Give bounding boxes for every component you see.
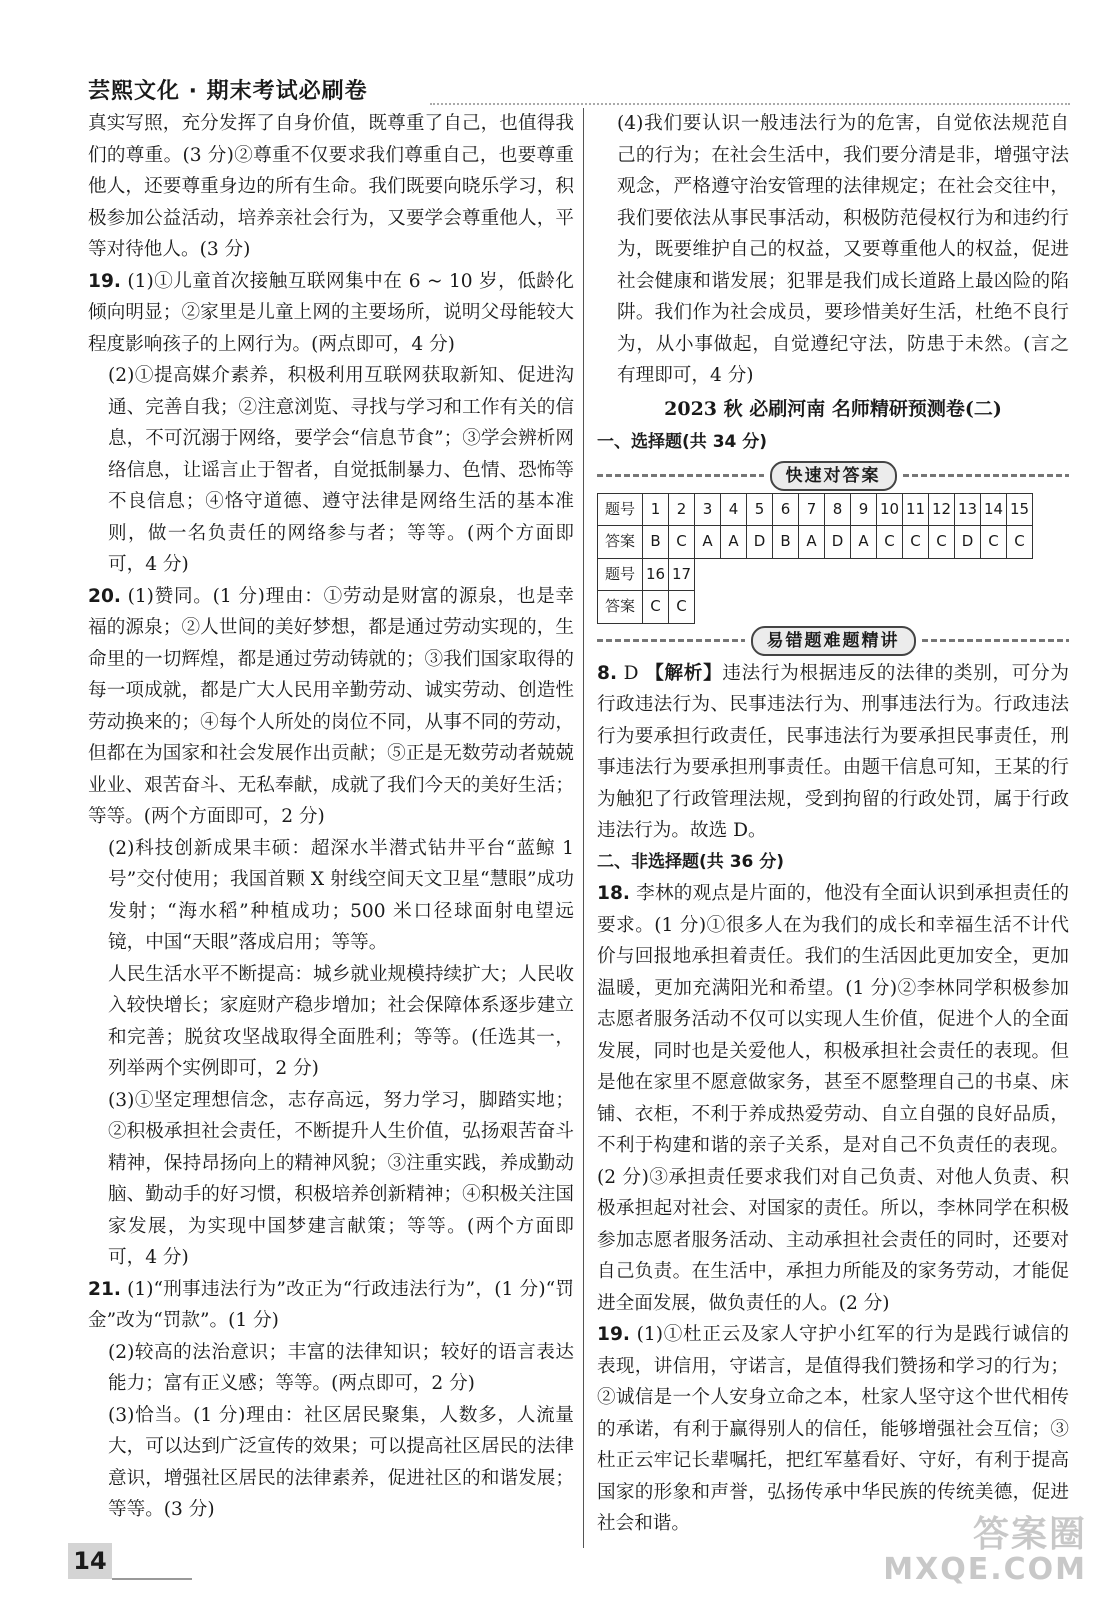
table-cell: C [981, 526, 1007, 559]
table-cell: C [669, 526, 695, 559]
question-8 [597, 658, 1069, 847]
answer-paragraph: 真实写照，充分发挥了自身价值，既尊重了自己，也值得我们的尊重。(3 分)②尊重不仅要求我们尊重自己，也要尊重他人，还要尊重身边的所有生命。我们既要向晓乐学习，积极参加公益活动，培养亲社会行为，又要学会尊重他人，平等对待他人。(3 分) [88, 113, 574, 260]
column-divider [583, 108, 584, 1548]
row-label: 答案 [598, 591, 643, 624]
table-cell: 9 [851, 493, 877, 526]
table-cell: C [643, 591, 669, 624]
left-column [88, 108, 574, 1526]
table-cell: D [955, 526, 981, 559]
table-cell: 4 [721, 493, 747, 526]
answer-text: (1)赞同。(1 分)理由：①劳动是财富的源泉，也是幸福的源泉；②人世间的美好梦想，都是通过劳动实现的，生命里的一切辉煌，都是通过劳动铸就的；③我们国家取得的每一项成就，都是广大人民用辛勤劳动、诚实劳动、创造性劳动换来的；④每个人所处的岗位不同，从事不同的劳动，但都在为国家和社会发展作出贡献；⑤正是无数劳动者兢兢业业、艰苦奋斗、无私奉献，成就了我们今天的美好生活；等等。(两个方面即可，2 分) [88, 585, 574, 827]
table-cell: 17 [669, 558, 695, 591]
analysis-banner [597, 626, 1069, 656]
table-cell: 3 [695, 493, 721, 526]
table-cell: 1 [643, 493, 669, 526]
exam-title: 2023 秋 必刷河南 名师精研预测卷(二) [664, 397, 1002, 420]
question-number: 21. [88, 1278, 121, 1300]
table-cell: D [825, 526, 851, 559]
table-cell: 14 [981, 493, 1007, 526]
table-cell: C [669, 591, 695, 624]
table-cell: B [773, 526, 799, 559]
table-row [598, 526, 1033, 559]
question-number: 18. [597, 883, 630, 904]
answer-text: (1)①儿童首次接触互联网集中在 6 ~ 10 岁，低龄化倾向明显；②家里是儿童上网的主要场所，说明父母能较大程度影响孩子的上网行为。(两点即可，4 分) [88, 270, 574, 355]
table-cell: 12 [929, 493, 955, 526]
watermark-logo: 答案圈 [972, 1514, 1087, 1555]
table-cell: B [643, 526, 669, 559]
answer-table [597, 493, 1033, 624]
table-cell: 5 [747, 493, 773, 526]
row-label: 题号 [598, 493, 643, 526]
banner-line [597, 474, 764, 477]
table-cell: 13 [955, 493, 981, 526]
table-cell: C [877, 526, 903, 559]
section-heading: 一、选择题(共 34 分) [597, 432, 768, 452]
watermark [883, 1516, 1087, 1586]
watermark-url: MXQE.COM [883, 1552, 1087, 1587]
table-cell: 2 [669, 493, 695, 526]
analysis-text: 违法行为根据违反的法律的类别，可分为行政违法行为、民事违法行为、刑事违法行为。行政违法行为要承担行政责任，民事违法行为要承担民事责任，刑事违法行为要承担刑事责任。由题干信息可知，王某的行为触犯了行政管理法规，受到拘留的行政处罚，属于行政违法行为。故选 D。 [597, 662, 1069, 841]
answer-paragraph: (2)①提高媒介素养，积极利用互联网获取新知、促进沟通、完善自我；②注意浏览、寻找与学习和工作有关的信息，不可沉溺于网络，要学会“信息节食”；③学会辨析网络信息，让谣言止于智者，自觉抵制暴力、色情、恐怖等不良信息；④恪守道德、遵守法律是网络生活的基本准则，做一名负责任的网络参与者；等等。(两个方面即可，4 分) [108, 365, 574, 575]
table-cell: C [1007, 526, 1033, 559]
header-title: 芸熙文化 · 期末考试必刷卷 [88, 79, 368, 104]
answer-paragraph: (3)①坚定理想信念，志存高远，努力学习，脚踏实地；②积极承担社会责任，不断提升人生价值，弘扬艰苦奋斗精神，保持昂扬向上的精神风貌；③注重实践，养成勤动脑、勤动手的好习惯，积极培养创新精神；④积极关注国家发展，为实现中国梦建言献策；等等。(两个方面即可，4 分) [108, 1089, 574, 1268]
right-column [597, 108, 1069, 1540]
question-number: 8. [597, 662, 618, 684]
row-label: 题号 [598, 558, 643, 591]
question-20 [88, 581, 574, 833]
question-number: 19. [597, 1324, 630, 1345]
table-cell: A [851, 526, 877, 559]
question-18 [597, 878, 1069, 1319]
banner-line [597, 639, 745, 642]
page-number: 14 [68, 1543, 112, 1579]
answer-text: (1)①杜正云及家人守护小红军的行为是践行诚信的表现，讲信用，守诺言，是值得我们赞扬和学习的行为；②诚信是一个人安身立命之本，杜家人坚守这个世代相传的承诺，有利于赢得别人的信任，能够增强社会互信；③杜正云牢记长辈嘱托，把红军墓看好、守好，有利于提高国家的形象和声誉，弘扬传承中华民族的传统美德，促进社会和谐。 [597, 1324, 1069, 1534]
section-heading: 二、非选择题(共 36 分) [597, 851, 785, 872]
question-19 [88, 266, 574, 361]
table-cell: C [903, 526, 929, 559]
table-cell: A [695, 526, 721, 559]
question-number: 19. [88, 270, 121, 292]
answer-text: (1)“刑事违法行为”改正为“行政违法行为”，(1 分)“罚金”改为“罚款”。(1 分) [88, 1278, 574, 1331]
analysis-tag: 【解析】 [645, 662, 723, 684]
table-row [598, 493, 1033, 526]
table-cell: 7 [799, 493, 825, 526]
row-label: 答案 [598, 526, 643, 559]
header-rule [430, 103, 1070, 105]
quick-answer-banner [597, 461, 1069, 491]
answer-paragraph: (2)较高的法治意识；丰富的法律知识；较好的语言表达能力；富有正义感；等等。(两点即可，2 分) [108, 1341, 574, 1394]
answer-paragraph: (2)科技创新成果丰硕：超深水半潜式钻井平台“蓝鲸 1 号”交付使用；我国首颗 X 射线空间天文卫星“慧眼”成功发射；“海水稻”种植成功；500 米口径球面射电望远镜，中国“天眼”落成启用；等等。 [108, 837, 574, 953]
table-cell: A [721, 526, 747, 559]
table-row [598, 591, 1033, 624]
banner-line [922, 639, 1070, 642]
question-21 [88, 1274, 574, 1337]
table-cell: A [799, 526, 825, 559]
table-cell: C [929, 526, 955, 559]
table-cell: D [747, 526, 773, 559]
answer-paragraph: 人民生活水平不断提高：城乡就业规模持续扩大；人民收入较快增长；家庭财产稳步增加；社会保障体系逐步建立和完善；脱贫攻坚战取得全面胜利；等等。(任选其一，列举两个实例即可，2 分) [108, 963, 574, 1079]
table-cell: 16 [643, 558, 669, 591]
footer-rule [112, 1578, 192, 1580]
table-cell: 15 [1007, 493, 1033, 526]
table-cell: 6 [773, 493, 799, 526]
question-19-right [597, 1319, 1069, 1540]
answer-text: 李林的观点是片面的，他没有全面认识到承担责任的要求。(1 分)①很多人在为我们的成长和幸福生活不计代价与回报地承担着责任。我们的生活因此更加安全，更加温暖，更加充满阳光和希望。(1 分)②李林同学积极参加志愿者服务活动不仅可以实现人生价值，促进个人的全面发展，同时也是关爱他人，积极承担社会责任的表现。但是他在家里不愿意做家务，甚至不愿整理自己的书桌、床铺、衣柜，不利于养成热爱劳动、自立自强的良好品质，不利于构建和谐的亲子关系，是对自己不负责任的表现。(2 分)③承担责任要求我们对自己负责、对他人负责、积极承担起对社会、对国家的责任。所以，李林同学在积极参加志愿者服务活动、主动承担社会责任的同时，还要对自己负责。在生活中，承担力所能及的家务劳动，才能促进全面发展，做负责任的人。(2 分) [597, 883, 1069, 1314]
banner-label: 易错题难题精讲 [751, 626, 916, 656]
answer-choice: D [623, 662, 639, 684]
banner-label: 快速对答案 [770, 461, 897, 491]
table-cell: 10 [877, 493, 903, 526]
question-number: 20. [88, 585, 121, 607]
answer-paragraph: (4)我们要认识一般违法行为的危害，自觉依法规范自己的行为；在社会生活中，我们要分清是非，增强守法观念，严格遵守治安管理的法律规定；在社会交往中，我们要依法从事民事活动，积极防范侵权行为和违约行为，既要维护自己的权益，又要尊重他人的权益，促进社会健康和谐发展；犯罪是我们成长道路上最凶险的陷阱。我们作为社会成员，要珍惜美好生活，杜绝不良行为，从小事做起，自觉遵纪守法，防患于未然。(言之有理即可，4 分) [617, 113, 1069, 386]
table-cell: 11 [903, 493, 929, 526]
banner-line [903, 474, 1070, 477]
answer-paragraph: (3)恰当。(1 分)理由：社区居民聚集，人数多，人流量大，可以达到广泛宣传的效果；可以提高社区居民的法律意识，增强社区居民的法律素养，促进社区的和谐发展；等等。(3 分) [108, 1404, 574, 1520]
table-cell: 8 [825, 493, 851, 526]
table-row [598, 558, 1033, 591]
